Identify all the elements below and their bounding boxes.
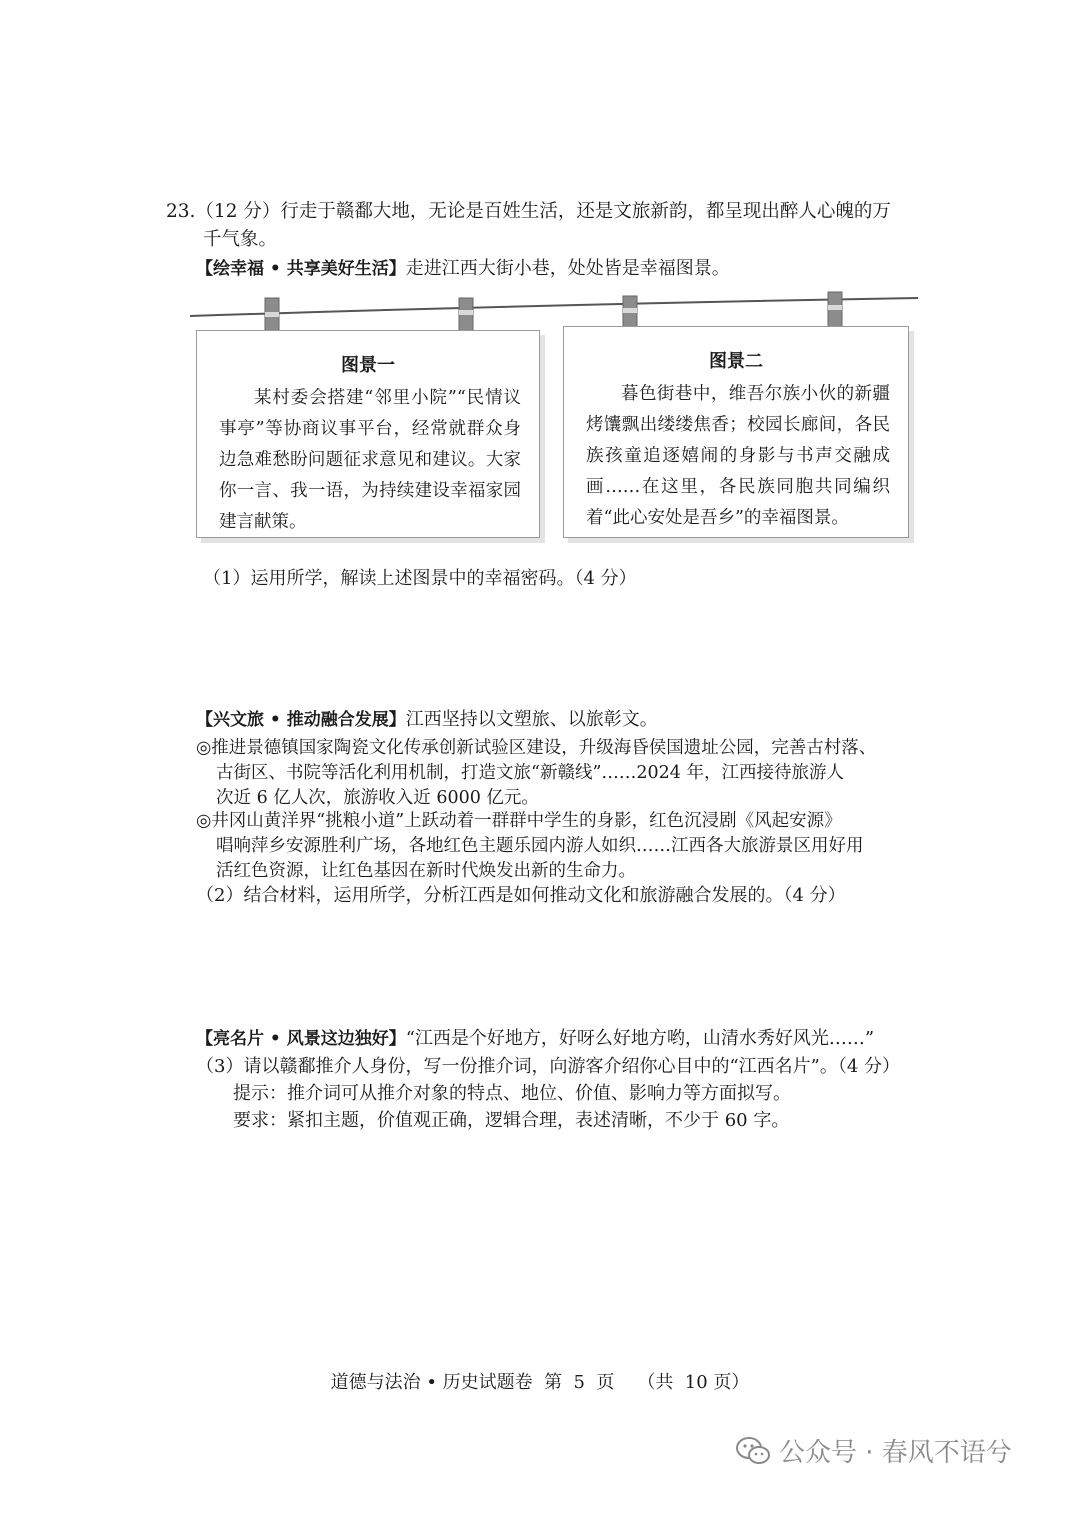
section3-title: 【亮名片 • 风景这边独好】 [196, 1029, 406, 1049]
section2-heading [196, 707, 658, 733]
section3-heading [196, 1026, 874, 1052]
sub-question-3-hint: 提示：推介词可从推介对象的特点、地位、价值、影响力等方面拟写。 [233, 1083, 791, 1104]
question-stem-line2: 千气象。 [203, 229, 278, 250]
section1-intro: 走进江西大街小巷，处处皆是幸福图景。 [405, 258, 730, 279]
section2-bullet2-line3: 活红色资源，让红色基因在新时代焕发出新的生命力。 [216, 861, 636, 881]
watermark-text: 公众号 · 春风不语兮 [779, 1438, 1012, 1468]
section2-intro: 江西坚持以文塑旅、以旅彰文。 [405, 709, 658, 730]
scene-card-1-title: 图景一 [341, 355, 395, 376]
section2-bullet2-line2: 唱响萍乡安源胜利广场，各地红色主题乐园内游人如织……江西各大旅游景区用好用 [216, 836, 864, 856]
scene-card-1-body: 某村委会搭建“邻里小院”“民情议事亭”等协商议事平台，经常就群众身边急难愁盼问题征求意见和建议。大家你一言、我一语，为持续建设幸福家园建言献策。 [219, 388, 521, 532]
sub-question-2: （2）结合材料，运用所学，分析江西是如何推动文化和旅游融合发展的。（4 分） [196, 885, 846, 906]
section3-intro: “江西是个好地方，好呀么好地方哟，山清水秀好风光……” [405, 1028, 875, 1049]
scene-card-2-body: 暮色街巷中，维吾尔族小伙的新疆烤馕飘出缕缕焦香；校园长廊间，各民族孩童追逐嬉闹的身影与书声交融成画……在这里，各民族同胞共同编织着“此心安处是吾乡”的幸福图景。 [586, 384, 890, 528]
section2-bullet1-line2: 古街区、书院等活化利用机制，打造文旅“新赣线”……2024 年，江西接待旅游人 [216, 763, 844, 783]
section2-bullet2-line1: ◎井冈山黄洋界“挑粮小道”上跃动着一群群中学生的身影，红色沉浸剧《风起安源》 [196, 811, 842, 831]
page-footer: 道德与法治 • 历史试题卷 第 5 页 （共 10 页） [330, 1372, 750, 1393]
wechat-icon [735, 1436, 771, 1466]
question-stem-text: （12 分）行走于赣鄱大地，无论是百姓生活，还是文旅新韵，都呈现出醉人心魄的万 [195, 201, 891, 222]
scene-card-1 [196, 330, 540, 538]
clothesline-illustration [0, 0, 1080, 360]
scene-card-2 [563, 326, 909, 538]
section1-title: 【绘幸福 • 共享美好生活】 [196, 259, 406, 279]
section2-bullet1-line3: 次近 6 亿人次，旅游收入近 6000 亿元。 [216, 788, 539, 808]
scene-card-2-title: 图景二 [709, 351, 763, 372]
sub-question-3-requirement: 要求：紧扣主题，价值观正确，逻辑合理，表述清晰，不少于 60 字。 [233, 1110, 790, 1131]
section2-bullet1-line1: ◎推进景德镇国家陶瓷文化传承创新试验区建设，升级海昏侯国遗址公园，完善古村落、 [196, 738, 877, 758]
sub-question-3: （3）请以赣鄱推介人身份，写一份推介词，向游客介绍你心目中的“江西名片”。（4 分） [196, 1056, 901, 1077]
question-number: 23. [166, 201, 196, 222]
sub-question-1: （1）运用所学，解读上述图景中的幸福密码。（4 分） [203, 568, 637, 589]
watermark [735, 1432, 1012, 1469]
section2-title: 【兴文旅 • 推动融合发展】 [196, 710, 406, 730]
